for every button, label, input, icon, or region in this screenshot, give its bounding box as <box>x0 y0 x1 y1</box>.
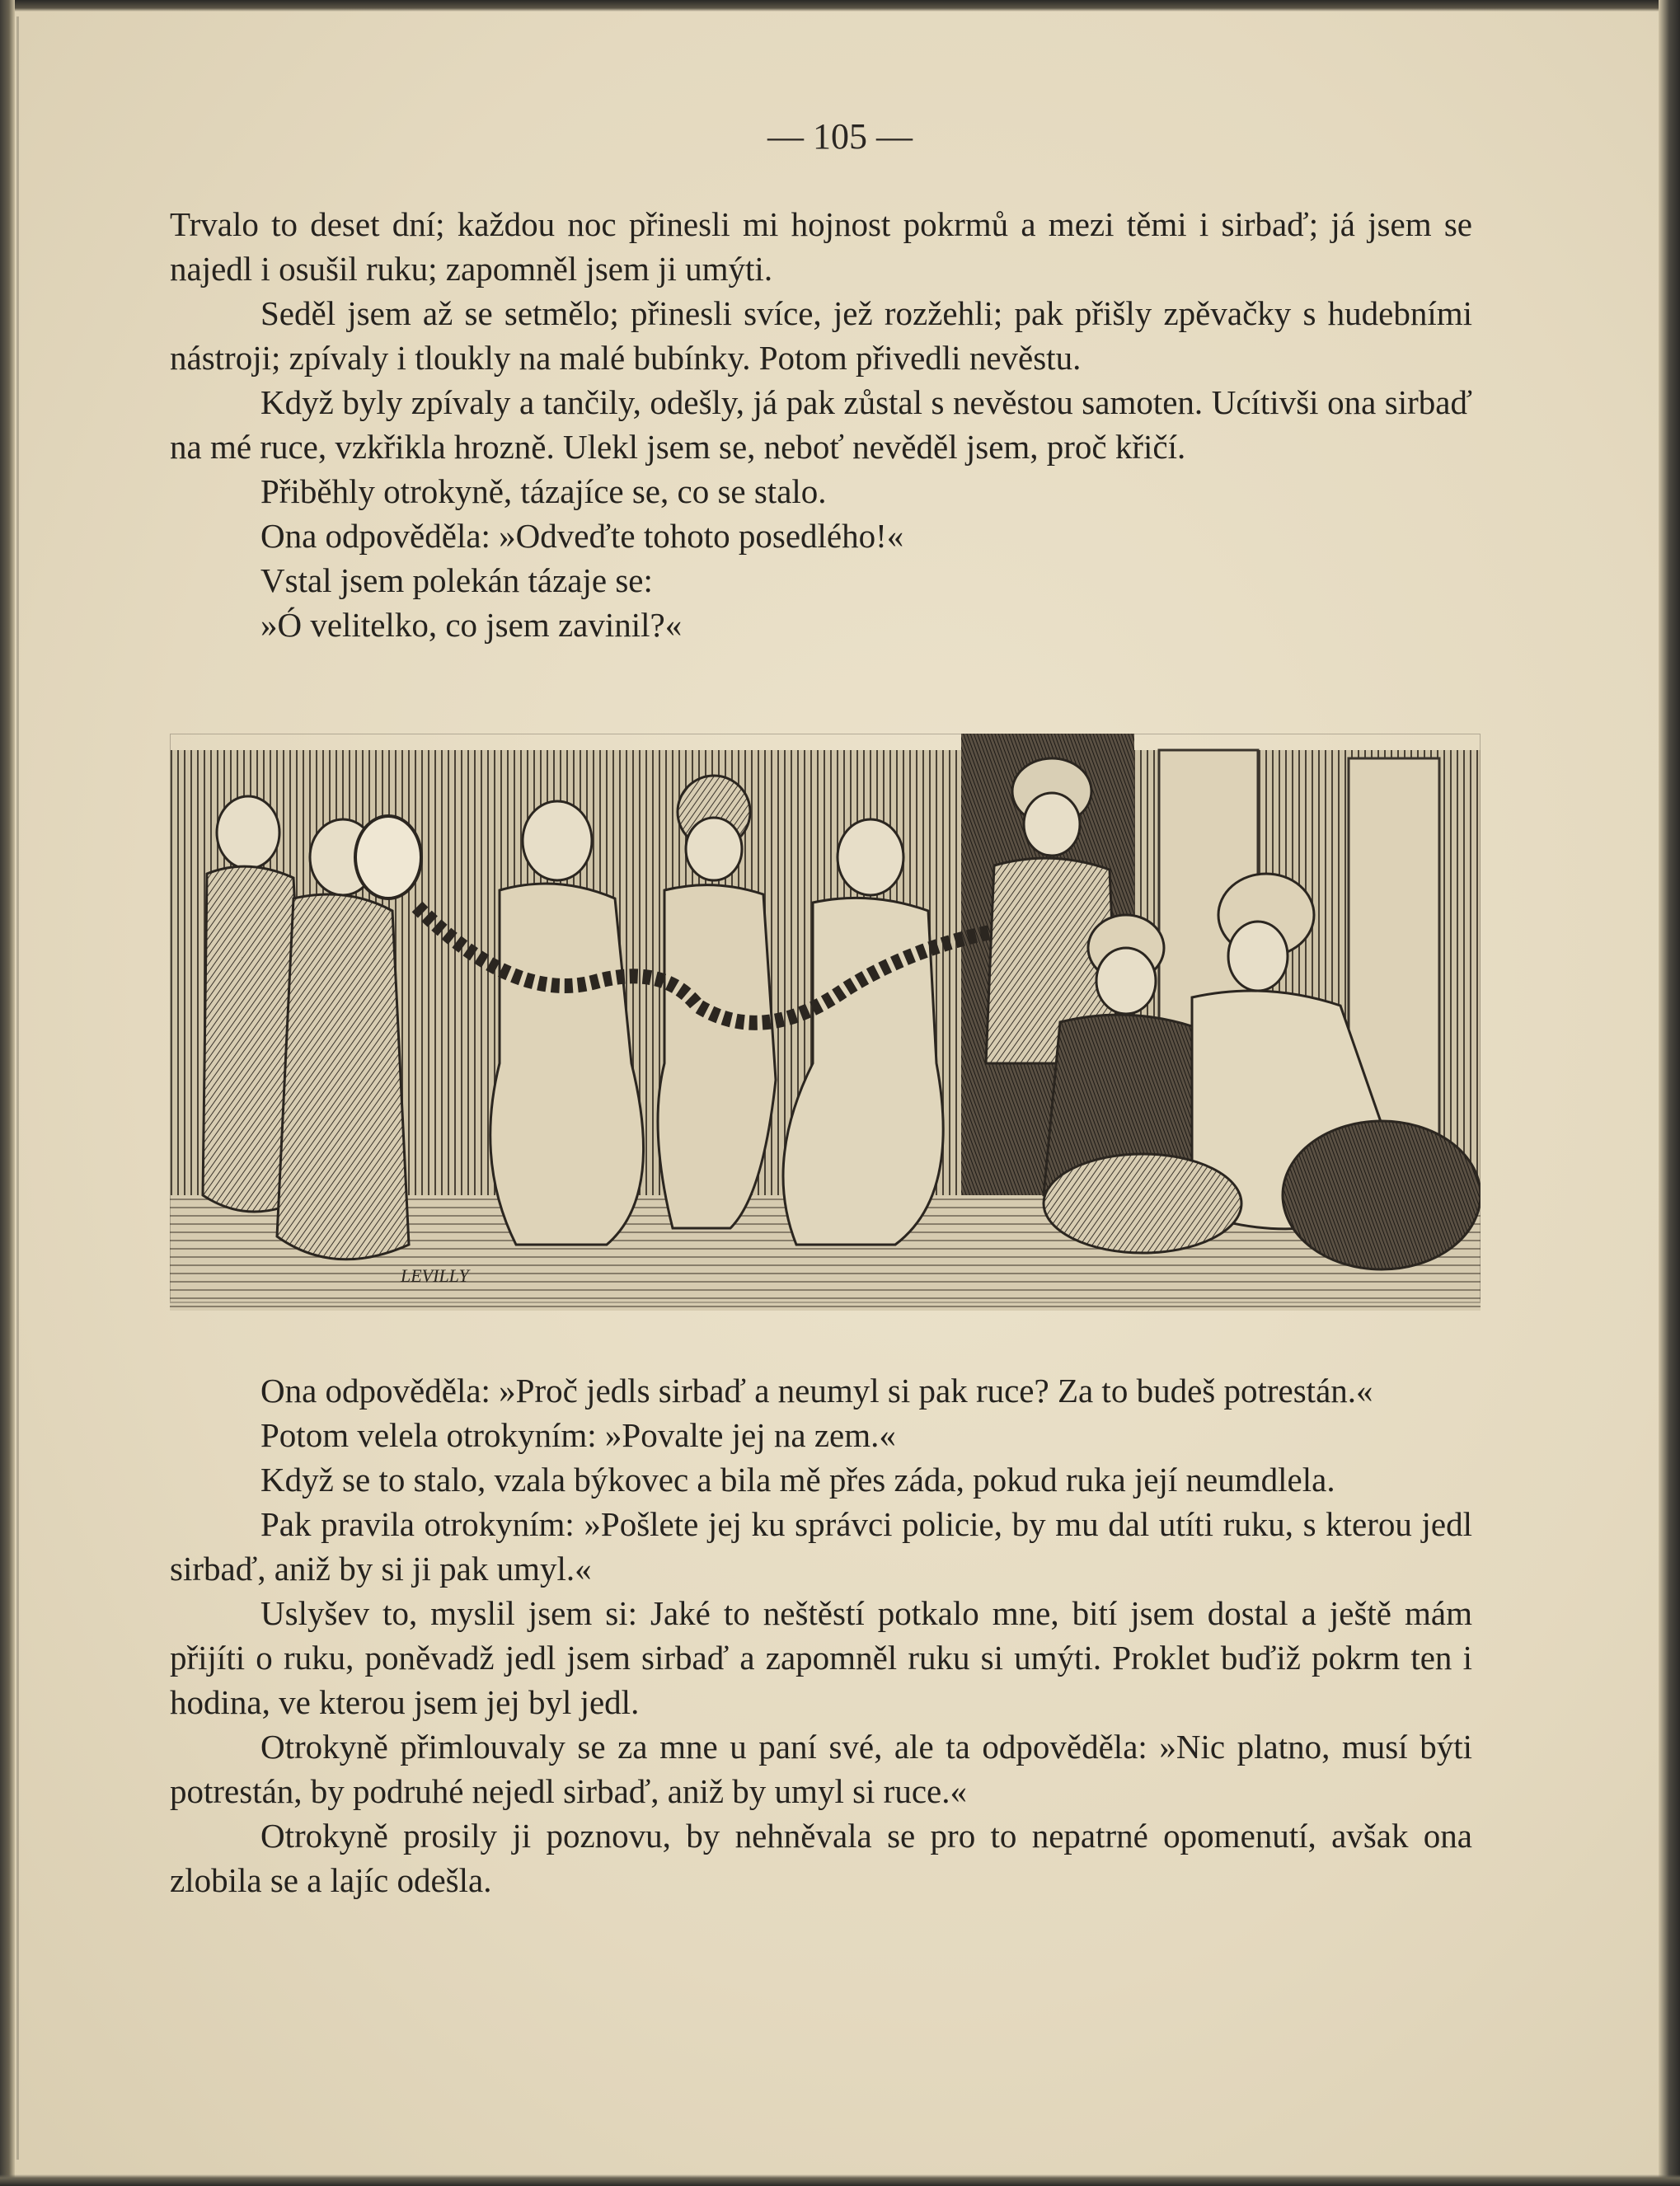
text-block-bottom <box>170 1368 1472 1902</box>
paragraph: Uslyšev to, myslil jsem si: Jaké to neštěstí potkalo mne, bití jsem dostal a ještě mám přijíti o ruku, poněvadž jedl jsem sirbaď a zapomněl ruku si umýti. Proklet buďiž pokrm ten i hodina, ve kterou jsem jej byl jedl. <box>170 1594 1472 1721</box>
cushion-left <box>1044 1154 1241 1253</box>
paragraph: Otrokyně prosily ji poznovu, by nehněvala se pro to nepatrné opomenutí, avšak ona zlobila se a lajíc odešla. <box>170 1817 1472 1899</box>
text-block-top <box>170 202 1472 647</box>
page-edge-bottom <box>0 2174 1680 2186</box>
binding-gutter <box>16 16 19 2160</box>
paragraph: Když byly zpívaly a tančily, odešly, já pak zůstal s nevěstou samoten. Ucítivši ona sirbaď na mé ruce, vzkřikla hrozně. Ulekl jsem se, neboť nevěděl jsem, proč křičí. <box>170 383 1472 466</box>
engraver-signature: LEVILLY <box>401 1265 469 1286</box>
paragraph: Potom velela otrokyním: »Povalte jej na zem.« <box>260 1416 896 1454</box>
paragraph: Vstal jsem polekán tázaje se: <box>260 561 653 599</box>
engraving-illustration <box>170 734 1481 1311</box>
paragraph: Přiběhly otrokyně, tázajíce se, co se stalo. <box>260 472 827 510</box>
dancers-engraving <box>170 734 1481 1311</box>
page-edge-left <box>0 0 15 2186</box>
paragraph: Ona odpověděla: »Odveďte tohoto posedlého!« <box>260 517 904 555</box>
paragraph: Když se to stalo, vzala býkovec a bila mě přes záda, pokud ruka její neumdlela. <box>260 1461 1335 1499</box>
page-number: — 105 — <box>767 116 913 157</box>
paragraph: Pak pravila otrokyním: »Pošlete jej ku správci policie, by mu dal utíti ruku, s kterou jedl sirbaď, aniž by si ji pak umyl.« <box>170 1505 1472 1588</box>
paragraph: Otrokyně přimlouvaly se za mne u paní své, ale ta odpověděla: »Nic platno, musí býti potrestán, by podruhé nejedl sirbaď, aniž by umyl si ruce.« <box>170 1728 1472 1810</box>
cushion-right <box>1283 1121 1481 1269</box>
paragraph: Seděl jsem až se setmělo; přinesli svíce, jež rozžehli; pak přišly zpěvačky s hudebními nástroji; zpívaly i tloukly na malé bubínky. Potom přivedli nevěstu. <box>170 294 1472 377</box>
paragraph: Ona odpověděla: »Proč jedls sirbaď a neumyl si pak ruce? Za to budeš potrestán.« <box>260 1372 1373 1410</box>
page-edge-right <box>1659 0 1680 2186</box>
paragraph: Trvalo to deset dní; každou noc přinesli mi hojnost pokrmů a mezi těmi i sirbaď; já jsem se najedl i osušil ruku; zapomněl jsem ji umýti. <box>170 205 1472 288</box>
paragraph: »Ó velitelko, co jsem zavinil?« <box>260 606 683 644</box>
page-edge-top <box>0 0 1680 12</box>
